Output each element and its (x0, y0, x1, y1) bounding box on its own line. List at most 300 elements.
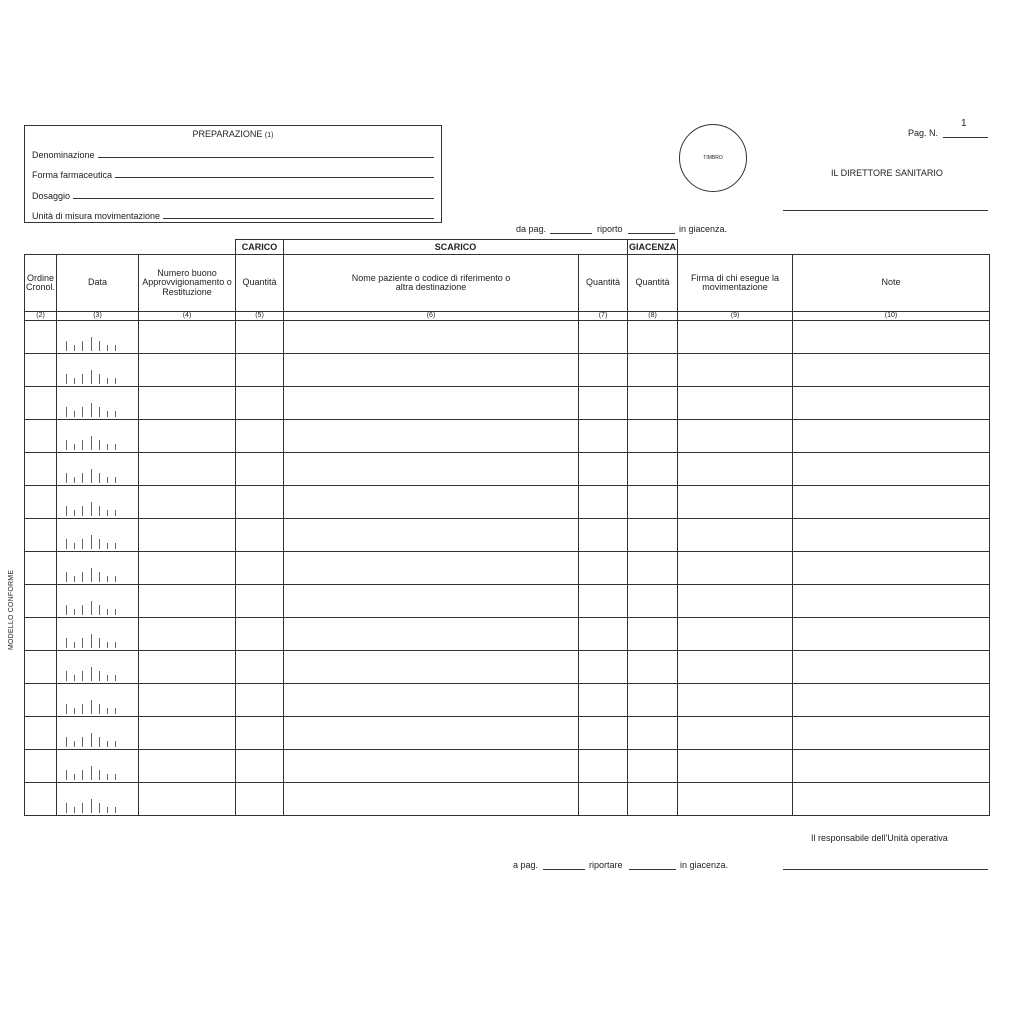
date-ticks (57, 783, 138, 815)
table-cell[interactable] (678, 585, 793, 618)
table-cell[interactable] (139, 585, 236, 618)
field-dosaggio[interactable] (32, 191, 434, 201)
date-ticks (57, 321, 138, 353)
table-cell[interactable] (628, 717, 678, 750)
table-cell[interactable] (793, 585, 990, 618)
table-cell[interactable] (25, 321, 57, 354)
table-row (25, 453, 990, 486)
table-cell[interactable] (628, 486, 678, 519)
table-row (25, 354, 990, 387)
date-tick (74, 477, 75, 483)
field-label: Forma farmaceutica (32, 170, 113, 180)
date-tick (66, 704, 67, 714)
date-tick (74, 510, 75, 516)
table-cell[interactable] (628, 420, 678, 453)
table-cell[interactable] (284, 618, 579, 651)
table-cell[interactable] (57, 486, 139, 519)
date-tick (66, 341, 67, 351)
date-ticks (57, 354, 138, 386)
date-tick (82, 539, 83, 549)
date-tick (107, 411, 108, 417)
table-cell[interactable] (57, 519, 139, 552)
date-tick (74, 642, 75, 648)
table-cell[interactable] (284, 519, 579, 552)
date-tick (74, 345, 75, 351)
date-tick (107, 510, 108, 516)
header-note: Note (793, 255, 990, 312)
group-carico: CARICO (236, 240, 284, 255)
date-tick (115, 576, 116, 582)
table-cell[interactable] (579, 420, 628, 453)
table-cell[interactable] (579, 585, 628, 618)
table-cell[interactable] (57, 684, 139, 717)
col-number: (8) (628, 312, 678, 321)
table-cell[interactable] (284, 552, 579, 585)
date-tick (91, 535, 92, 549)
table-cell[interactable] (139, 750, 236, 783)
field-forma-farmaceutica[interactable] (32, 170, 434, 180)
table-cell[interactable] (628, 354, 678, 387)
field-unita-misura[interactable] (32, 211, 434, 221)
col-number: (5) (236, 312, 284, 321)
table-cell[interactable] (628, 321, 678, 354)
date-tick (91, 667, 92, 681)
date-tick (115, 609, 116, 615)
table-cell[interactable] (25, 651, 57, 684)
table-cell[interactable] (57, 585, 139, 618)
group-header-row (25, 240, 990, 255)
table-row (25, 387, 990, 420)
date-tick (99, 539, 100, 549)
table-cell[interactable] (139, 552, 236, 585)
table-cell[interactable] (25, 717, 57, 750)
date-tick (66, 605, 67, 615)
table-cell[interactable] (25, 618, 57, 651)
date-tick (74, 741, 75, 747)
table-cell[interactable] (236, 321, 284, 354)
table-cell[interactable] (25, 387, 57, 420)
date-tick (91, 733, 92, 747)
table-cell[interactable] (25, 783, 57, 816)
date-tick (82, 803, 83, 813)
table-row (25, 321, 990, 354)
date-tick (82, 605, 83, 615)
table-row (25, 618, 990, 651)
table-cell[interactable] (579, 321, 628, 354)
table-cell[interactable] (793, 651, 990, 684)
table-cell[interactable] (25, 684, 57, 717)
table-cell[interactable] (284, 354, 579, 387)
table-cell[interactable] (25, 552, 57, 585)
table-cell[interactable] (678, 321, 793, 354)
date-tick (82, 473, 83, 483)
date-tick (115, 510, 116, 516)
date-tick (107, 774, 108, 780)
preparazione-title-note: (1) (264, 132, 274, 139)
field-denominazione[interactable] (32, 150, 434, 160)
table-cell[interactable] (25, 486, 57, 519)
date-tick (91, 469, 92, 483)
table-cell[interactable] (579, 684, 628, 717)
table-row (25, 552, 990, 585)
table-cell[interactable] (579, 618, 628, 651)
date-tick (99, 407, 100, 417)
date-ticks (57, 486, 138, 518)
table-cell[interactable] (236, 684, 284, 717)
field-label: Unità di misura movimentazione (32, 211, 161, 221)
table-row (25, 684, 990, 717)
table-cell[interactable] (236, 387, 284, 420)
table-cell[interactable] (236, 519, 284, 552)
table-cell[interactable] (628, 651, 678, 684)
carry-in-qty-line[interactable] (628, 233, 675, 234)
table-cell[interactable] (57, 420, 139, 453)
responsabile-label: Il responsabile dell'Unità operativa (811, 833, 948, 843)
table-cell[interactable] (678, 420, 793, 453)
table-cell[interactable] (628, 585, 678, 618)
date-tick (99, 473, 100, 483)
col-number: (4) (139, 312, 236, 321)
table-cell[interactable] (793, 684, 990, 717)
date-tick (91, 337, 92, 351)
table-cell[interactable] (678, 519, 793, 552)
date-tick (99, 770, 100, 780)
date-tick (115, 345, 116, 351)
date-tick (66, 572, 67, 582)
date-ticks (57, 420, 138, 452)
table-cell[interactable] (139, 684, 236, 717)
table-cell[interactable] (284, 453, 579, 486)
table-cell[interactable] (139, 321, 236, 354)
date-tick (82, 407, 83, 417)
table-cell[interactable] (236, 618, 284, 651)
date-tick (66, 671, 67, 681)
table-body (25, 321, 990, 816)
table-cell[interactable] (678, 552, 793, 585)
table-cell[interactable] (236, 552, 284, 585)
page-label: Pag. N. (908, 128, 939, 138)
table-cell[interactable] (793, 420, 990, 453)
table-row (25, 783, 990, 816)
table-cell[interactable] (139, 387, 236, 420)
table-cell[interactable] (25, 519, 57, 552)
table-cell[interactable] (579, 486, 628, 519)
date-ticks (57, 453, 138, 485)
table-cell[interactable] (284, 750, 579, 783)
date-tick (66, 440, 67, 450)
table-cell[interactable] (57, 651, 139, 684)
table-cell[interactable] (579, 651, 628, 684)
table-row (25, 420, 990, 453)
date-ticks (57, 618, 138, 650)
table-cell[interactable] (25, 750, 57, 783)
table-row (25, 519, 990, 552)
preparazione-title-text: PREPARAZIONE (192, 129, 263, 139)
date-tick (82, 341, 83, 351)
table-cell[interactable] (57, 453, 139, 486)
table-cell[interactable] (628, 750, 678, 783)
table-cell[interactable] (139, 453, 236, 486)
table-cell[interactable] (25, 585, 57, 618)
date-tick (74, 378, 75, 384)
responsabile-signature-line[interactable] (783, 869, 988, 870)
carry-in-riporto: riporto (597, 224, 623, 234)
table-cell[interactable] (139, 618, 236, 651)
stamp-label: TIMBRO (703, 155, 723, 161)
date-tick (82, 704, 83, 714)
date-tick (99, 737, 100, 747)
table-cell[interactable] (793, 519, 990, 552)
table-row (25, 585, 990, 618)
carry-out-riportare: riportare (589, 860, 623, 870)
date-tick (74, 708, 75, 714)
table-cell[interactable] (284, 321, 579, 354)
table-cell[interactable] (678, 651, 793, 684)
date-tick (91, 436, 92, 450)
table-cell[interactable] (236, 750, 284, 783)
carry-out-to-page: a pag. (513, 860, 539, 870)
table-cell[interactable] (57, 717, 139, 750)
table-cell[interactable] (236, 717, 284, 750)
date-tick (99, 671, 100, 681)
table-cell[interactable] (284, 387, 579, 420)
date-tick (91, 799, 92, 813)
date-tick (66, 374, 67, 384)
date-tick (74, 675, 75, 681)
table-cell[interactable] (628, 783, 678, 816)
table-cell[interactable] (25, 420, 57, 453)
table-cell[interactable] (678, 486, 793, 519)
table-cell[interactable] (236, 354, 284, 387)
date-tick (115, 675, 116, 681)
date-tick (74, 444, 75, 450)
field-label: Denominazione (32, 150, 95, 160)
date-ticks (57, 750, 138, 782)
table-cell[interactable] (793, 321, 990, 354)
table-cell[interactable] (284, 420, 579, 453)
date-tick (66, 803, 67, 813)
table-cell[interactable] (284, 651, 579, 684)
stamp-circle (679, 124, 747, 192)
date-tick (115, 807, 116, 813)
col-number: (3) (57, 312, 139, 321)
date-tick (107, 675, 108, 681)
table-cell[interactable] (793, 717, 990, 750)
date-tick (107, 543, 108, 549)
date-tick (99, 440, 100, 450)
date-tick (66, 770, 67, 780)
table-cell[interactable] (628, 618, 678, 651)
header-nome-paziente: Nome paziente o codice di riferimento o altra destinazione (284, 255, 579, 312)
table-cell[interactable] (579, 387, 628, 420)
date-tick (115, 444, 116, 450)
carry-out-qty-line[interactable] (629, 869, 676, 870)
table-cell[interactable] (57, 387, 139, 420)
table-cell[interactable] (139, 717, 236, 750)
table-cell[interactable] (793, 750, 990, 783)
table-cell[interactable] (793, 783, 990, 816)
register-table (24, 239, 989, 816)
table-cell[interactable] (628, 552, 678, 585)
date-tick (107, 444, 108, 450)
header-giacenza-quantita: Quantità (628, 255, 678, 312)
table-cell[interactable] (628, 453, 678, 486)
date-tick (107, 345, 108, 351)
date-tick (107, 378, 108, 384)
table-cell[interactable] (284, 585, 579, 618)
preparazione-box (24, 125, 442, 223)
header-scarico-quantita: Quantità (579, 255, 628, 312)
date-tick (115, 378, 116, 384)
date-tick (74, 609, 75, 615)
table-cell[interactable] (628, 684, 678, 717)
date-tick (107, 642, 108, 648)
header-ordine: Ordine Cronol. (25, 255, 57, 312)
date-ticks (57, 684, 138, 716)
date-tick (66, 638, 67, 648)
date-tick (115, 543, 116, 549)
table-cell[interactable] (793, 552, 990, 585)
table-cell[interactable] (139, 651, 236, 684)
table-cell[interactable] (57, 552, 139, 585)
table-cell[interactable] (284, 684, 579, 717)
table-cell[interactable] (678, 684, 793, 717)
header-data: Data (57, 255, 139, 312)
table-cell[interactable] (579, 750, 628, 783)
table-cell[interactable] (579, 519, 628, 552)
table-cell[interactable] (678, 750, 793, 783)
carry-in-stock: in giacenza. (679, 224, 728, 234)
table-cell[interactable] (57, 321, 139, 354)
date-tick (82, 737, 83, 747)
table-cell[interactable] (793, 453, 990, 486)
side-label: MODELLO CONFORME (8, 569, 15, 650)
date-tick (99, 572, 100, 582)
date-tick (91, 601, 92, 615)
date-tick (66, 539, 67, 549)
date-tick (99, 704, 100, 714)
director-signature-line[interactable] (783, 210, 988, 211)
table-cell[interactable] (678, 354, 793, 387)
date-tick (91, 502, 92, 516)
table-cell[interactable] (579, 453, 628, 486)
table-cell[interactable] (236, 585, 284, 618)
date-tick (107, 708, 108, 714)
table-cell[interactable] (793, 387, 990, 420)
table-cell[interactable] (236, 783, 284, 816)
date-tick (115, 477, 116, 483)
table-cell[interactable] (236, 486, 284, 519)
date-tick (82, 440, 83, 450)
table-cell[interactable] (628, 519, 678, 552)
date-tick (107, 741, 108, 747)
table-cell[interactable] (579, 783, 628, 816)
carry-out-page-line[interactable] (543, 869, 585, 870)
table-cell[interactable] (284, 717, 579, 750)
date-ticks (57, 651, 138, 683)
table-cell[interactable] (793, 486, 990, 519)
table-cell[interactable] (236, 420, 284, 453)
table-cell[interactable] (793, 354, 990, 387)
column-header-row (25, 255, 990, 312)
date-tick (115, 708, 116, 714)
date-tick (82, 374, 83, 384)
table-cell[interactable] (57, 750, 139, 783)
date-tick (115, 741, 116, 747)
header-numero-buono: Numero buono Approvvigionamento o Restituzione (139, 255, 236, 312)
table-cell[interactable] (579, 354, 628, 387)
date-ticks (57, 519, 138, 551)
table-row (25, 651, 990, 684)
col-number: (6) (284, 312, 579, 321)
date-tick (99, 605, 100, 615)
table-cell[interactable] (139, 354, 236, 387)
date-tick (91, 766, 92, 780)
page-number-line[interactable] (943, 137, 988, 138)
table-cell[interactable] (678, 453, 793, 486)
header-firma: Firma di chi esegue la movimentazione (678, 255, 793, 312)
date-tick (82, 506, 83, 516)
date-tick (115, 774, 116, 780)
table-cell[interactable] (793, 618, 990, 651)
table-cell[interactable] (139, 486, 236, 519)
table-cell[interactable] (57, 354, 139, 387)
table-cell[interactable] (678, 717, 793, 750)
date-tick (107, 807, 108, 813)
date-tick (99, 506, 100, 516)
table-cell[interactable] (236, 453, 284, 486)
table-cell[interactable] (57, 783, 139, 816)
col-number: (9) (678, 312, 793, 321)
date-tick (91, 370, 92, 384)
table-row (25, 717, 990, 750)
table-cell[interactable] (236, 651, 284, 684)
date-tick (66, 506, 67, 516)
table-cell[interactable] (678, 783, 793, 816)
date-tick (82, 638, 83, 648)
table-cell[interactable] (25, 453, 57, 486)
carry-in-page-line[interactable] (550, 233, 592, 234)
date-tick (74, 774, 75, 780)
table-cell[interactable] (579, 552, 628, 585)
table-row (25, 486, 990, 519)
table-cell[interactable] (25, 354, 57, 387)
date-ticks (57, 387, 138, 419)
col-number: (10) (793, 312, 990, 321)
table-cell[interactable] (628, 387, 678, 420)
table-cell[interactable] (57, 618, 139, 651)
date-tick (91, 568, 92, 582)
table-cell[interactable] (678, 387, 793, 420)
date-tick (107, 576, 108, 582)
preparazione-title (25, 129, 441, 139)
table-cell[interactable] (139, 783, 236, 816)
carry-out-stock: in giacenza. (680, 860, 729, 870)
table-cell[interactable] (139, 519, 236, 552)
date-tick (91, 403, 92, 417)
date-ticks (57, 717, 138, 749)
table-cell[interactable] (139, 420, 236, 453)
group-scarico: SCARICO (284, 240, 628, 255)
date-tick (91, 700, 92, 714)
table-cell[interactable] (284, 783, 579, 816)
carry-in-from-page: da pag. (516, 224, 547, 234)
director-label: IL DIRETTORE SANITARIO (831, 168, 943, 178)
table-cell[interactable] (284, 486, 579, 519)
table-cell[interactable] (579, 717, 628, 750)
table-cell[interactable] (678, 618, 793, 651)
field-label: Dosaggio (32, 191, 71, 201)
